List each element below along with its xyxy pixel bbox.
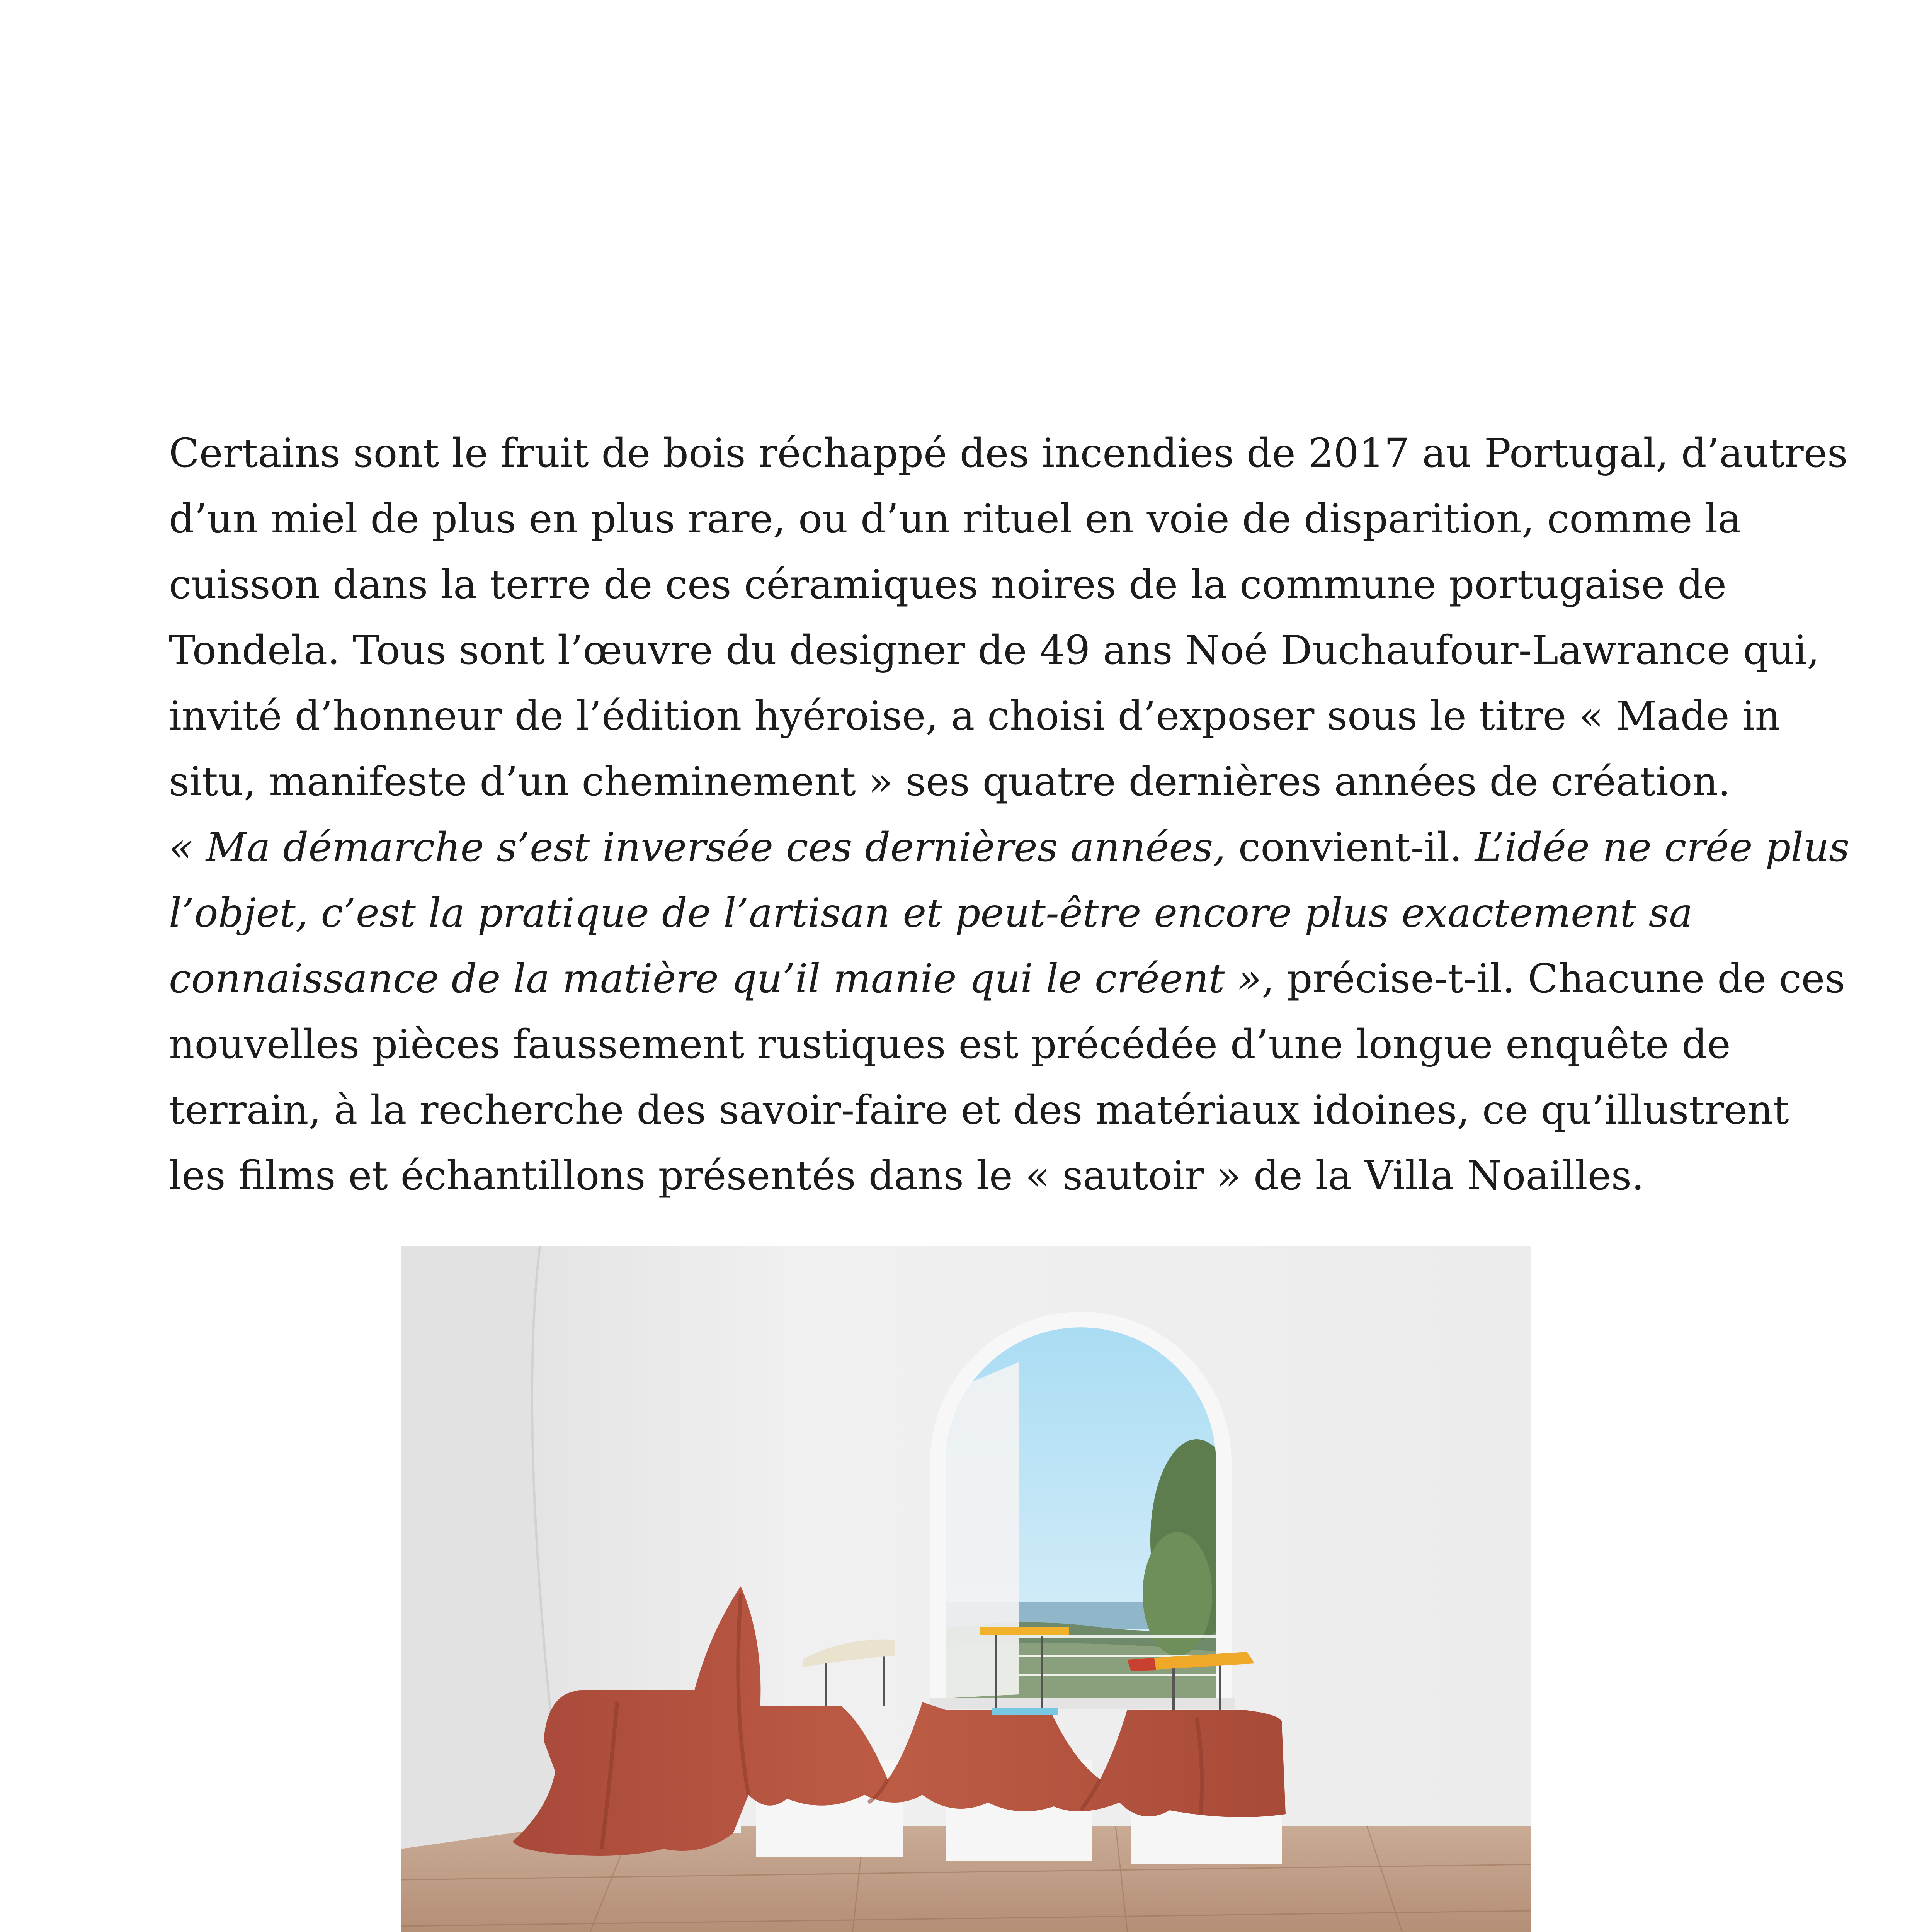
text-segment: cuisson dans la terre de ces céramiques noires de la commune portugaise de bbox=[169, 561, 1727, 608]
text-line bbox=[169, 1077, 1849, 1143]
quote-segment: l’objet, c’est la pratique de l’artisan et peut-être encore plus exactement sa bbox=[169, 890, 1693, 936]
text-segment: Certains sont le fruit de bois réchappé des incendies de 2017 au Portugal, d’autres bbox=[169, 430, 1848, 476]
text-segment: les films et échantillons présentés dans le « sautoir » de la Villa Noailles. bbox=[169, 1153, 1645, 1199]
quote-segment: « Ma démarche s’est inversée ces dernières années, bbox=[169, 824, 1226, 871]
text-segment: invité d’honneur de l’édition hyéroise, a choisi d’exposer sous le titre « Made in bbox=[169, 693, 1781, 739]
text-line bbox=[169, 1143, 1849, 1209]
text-segment: d’un miel de plus en plus rare, ou d’un rituel en voie de disparition, comme la bbox=[169, 496, 1742, 542]
text-segment: terrain, à la recherche des savoir-faire et des matériaux idoines, ce qu’illustrent bbox=[169, 1087, 1789, 1133]
text-line bbox=[169, 880, 1849, 946]
text-line bbox=[169, 946, 1849, 1012]
text-line bbox=[169, 617, 1849, 683]
text-line bbox=[169, 1012, 1849, 1077]
text-line bbox=[169, 486, 1849, 552]
text-line bbox=[169, 683, 1849, 749]
exhibition-photo-illustration bbox=[401, 1246, 1531, 1932]
text-line bbox=[169, 815, 1849, 880]
text-segment: nouvelles pièces faussement rustiques est précédée d’une longue enquête de bbox=[169, 1021, 1731, 1068]
quote-segment: L’idée ne crée plus bbox=[1475, 824, 1850, 871]
text-segment: convient-il. bbox=[1225, 824, 1475, 871]
text-line bbox=[169, 420, 1849, 486]
quote-segment: connaissance de la matière qu’il manie qui le créent » bbox=[169, 956, 1262, 1002]
text-segment: situ, manifeste d’un cheminement » ses quatre dernières années de création. bbox=[169, 759, 1731, 805]
text-line bbox=[169, 552, 1849, 617]
text-line bbox=[169, 749, 1849, 815]
text-segment: Tondela. Tous sont l’œuvre du designer de 49 ans Noé Duchaufour-Lawrance qui, bbox=[169, 627, 1820, 673]
paragraph-1 bbox=[169, 420, 1849, 1209]
text-segment: , précise-t-il. Chacune de ces bbox=[1262, 956, 1846, 1002]
exhibition-photo bbox=[401, 1246, 1531, 1932]
